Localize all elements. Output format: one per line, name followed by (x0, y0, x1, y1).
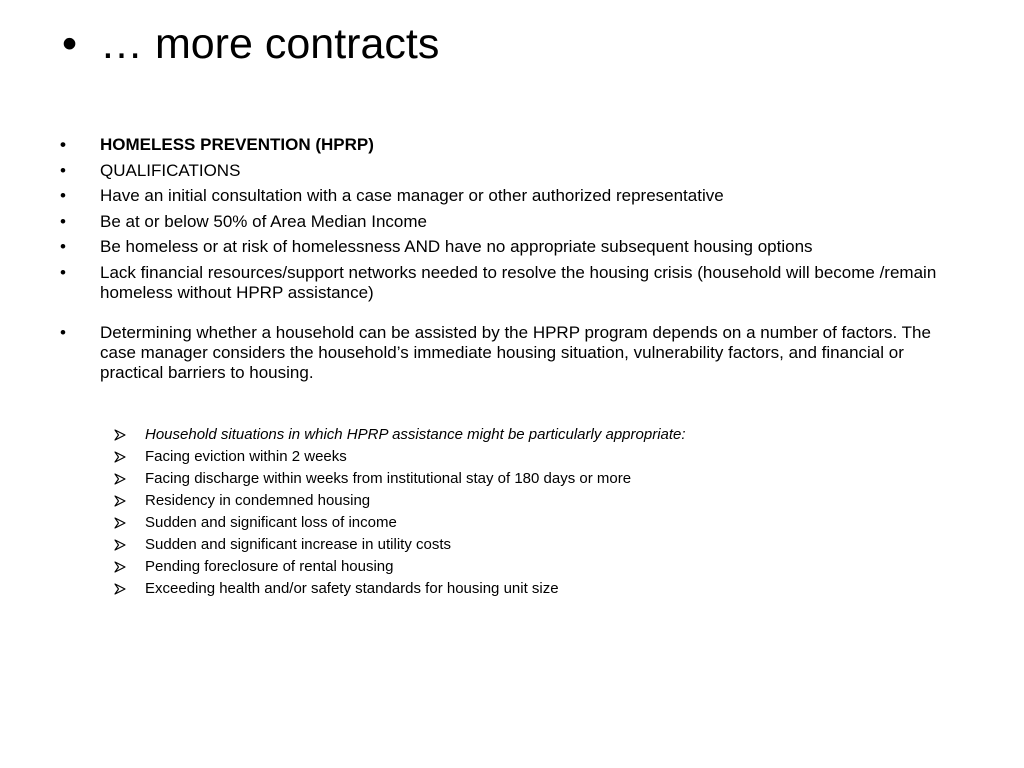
arrowhead-bullet-icon (114, 561, 126, 573)
bullet-dot: • (60, 237, 66, 256)
arrowhead-bullet-icon (114, 473, 126, 485)
sub-bullet-list (114, 426, 974, 602)
list-item (114, 470, 974, 488)
sub-bullet-text: Sudden and significant loss of income (145, 514, 397, 531)
list-item (60, 323, 960, 383)
bullet-text: Be homeless or at risk of homelessness AND have no appropriate subsequent housing options (100, 237, 813, 256)
list-item (114, 580, 974, 598)
sub-bullet-text: Facing eviction within 2 weeks (145, 448, 347, 465)
list-item (114, 426, 974, 444)
bullet-dot: • (60, 211, 66, 231)
list-item (114, 514, 974, 532)
bullet-dot: • (60, 262, 66, 282)
bullet-text: Determining whether a household can be assisted by the HPRP program depends on a number of factors. The case manager considers the household’s immediate housing situation, vulnerability factors, and financial or practical barriers to housing. (100, 322, 931, 382)
list-item (60, 186, 960, 206)
arrowhead-bullet-icon (114, 451, 126, 463)
arrowhead-bullet-icon (114, 429, 126, 441)
sub-bullet-text: Pending foreclosure of rental housing (145, 558, 394, 575)
sub-bullet-text: Household situations in which HPRP assistance might be particularly appropriate: (145, 426, 686, 443)
arrowhead-bullet-icon (114, 583, 126, 595)
list-item (60, 263, 960, 303)
list-item (114, 536, 974, 554)
arrowhead-bullet-icon (114, 495, 126, 507)
bullet-text: HOMELESS PREVENTION (HPRP) (100, 135, 374, 154)
bullet-dot: • (60, 135, 66, 154)
list-item (60, 237, 960, 257)
arrowhead-bullet-icon (114, 539, 126, 551)
title-bullet: • (62, 20, 78, 68)
bullet-text: Be at or below 50% of Area Median Income (100, 211, 427, 231)
list-item (114, 558, 974, 576)
bullet-text: Lack financial resources/support networks needed to resolve the housing crisis (household will become /remain homeless without HPRP assistance) (100, 262, 937, 302)
arrowhead-bullet-icon (114, 517, 126, 529)
bullet-text: QUALIFICATIONS (100, 160, 241, 180)
list-item (60, 212, 960, 232)
list-item (114, 448, 974, 466)
title-text: … more contracts (100, 20, 440, 68)
list-item (60, 161, 960, 181)
sub-bullet-text: Exceeding health and/or safety standards for housing unit size (145, 580, 559, 597)
sub-bullet-text: Residency in condemned housing (145, 492, 371, 509)
main-bullet-list (60, 135, 960, 388)
bullet-text: Have an initial consultation with a case manager or other authorized representative (100, 186, 724, 205)
bullet-dot: • (60, 186, 66, 205)
bullet-dot: • (60, 322, 66, 342)
list-item (60, 135, 960, 155)
list-item (114, 492, 974, 510)
bullet-dot: • (60, 160, 66, 180)
sub-bullet-text: Facing discharge within weeks from institutional stay of 180 days or more (145, 470, 632, 487)
slide-title (62, 14, 439, 74)
sub-bullet-text: Sudden and significant increase in utility costs (145, 536, 452, 553)
